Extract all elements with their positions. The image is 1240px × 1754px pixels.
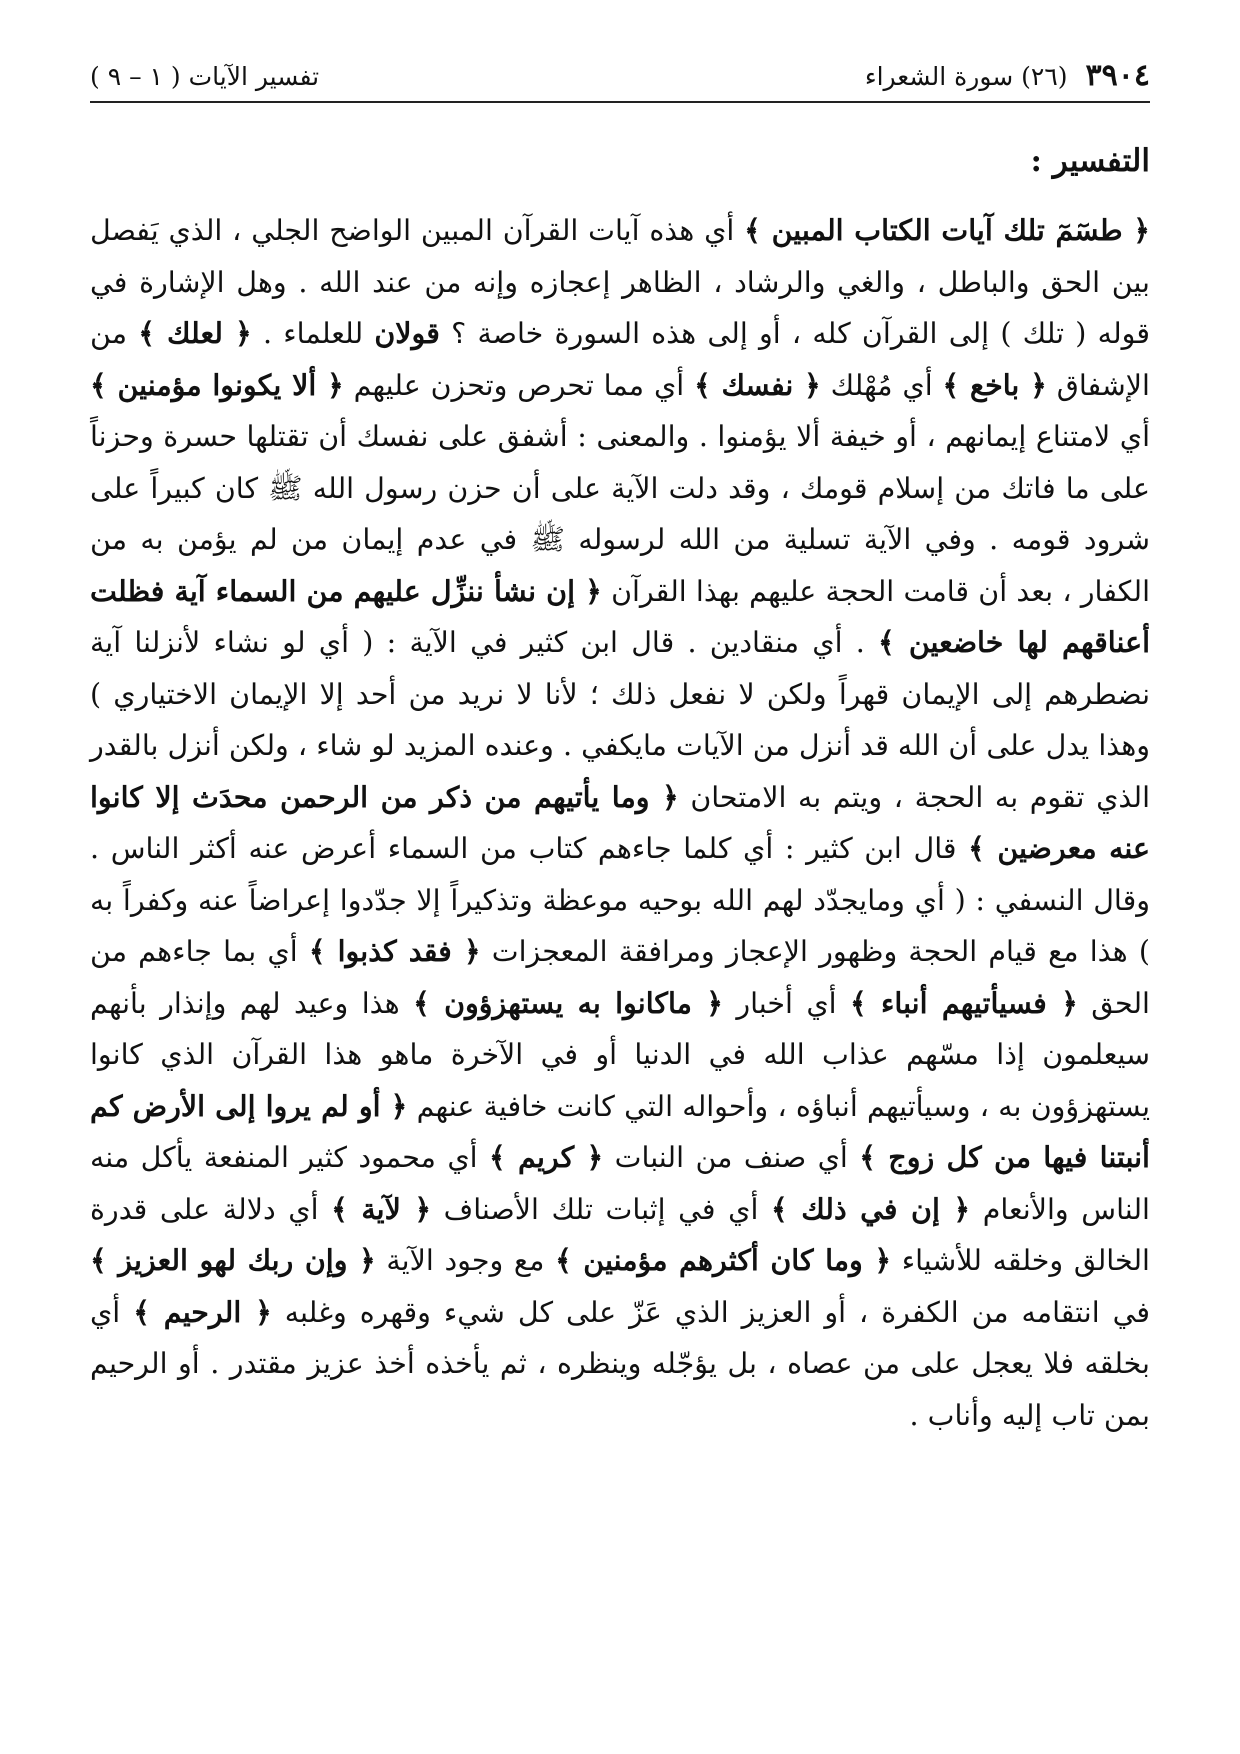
quranic-quote: ﴿ نفسك ﴾ xyxy=(694,367,821,402)
commentary-text: أي مما تحرص وتحزن عليهم xyxy=(343,368,695,402)
section-range: تفسير الآيات ( ١ – ٩ ) xyxy=(90,62,320,91)
surah-name: (٢٦) سورة الشعراء xyxy=(864,62,1068,91)
quranic-quote: ﴿ إن نشأ ننزِّل عليهم من السماء آية فظلت أعناقهم لها خاضعين ﴾ xyxy=(90,573,1150,659)
commentary-text: مع وجود الآية xyxy=(375,1244,556,1277)
paragraph xyxy=(90,205,1150,1441)
quranic-quote: ﴿ ماكانوا به يستهزؤون ﴾ xyxy=(413,985,723,1020)
commentary-text: أي هذه آيات القرآن المبين الواضح الجلي ، الذي يَفصل بين الحق والباطل ، والغي والرشاد ، الظاهر إعجازه وإنه من عند الله . وهل الإشارة في قوله ( تلك ) إلى القرآن كله ، أو إلى هذه السورة خاصة ؟ xyxy=(90,214,1150,350)
commentary-text: أي في إثبات تلك الأصناف xyxy=(431,1192,772,1226)
quranic-quote: ﴿ وما يأتيهم من ذكر من الرحمن محدَث إلا كانوا عنه معرضين ﴾ xyxy=(90,779,1150,865)
quranic-quote: ﴿ وما كان أكثرهم مؤمنين ﴾ xyxy=(555,1243,892,1277)
quranic-quote: ﴿ أو لم يروا إلى الأرض كم أنبتنا فيها من كل زوج ﴾ xyxy=(90,1088,1150,1174)
quranic-quote: ﴿ ألا يكونوا مؤمنين ﴾ xyxy=(90,367,344,402)
running-head xyxy=(90,58,1150,103)
quranic-quote: ﴿ إن في ذلك ﴾ xyxy=(771,1191,971,1226)
commentary-text: أي صنف من النبات xyxy=(603,1141,860,1174)
quranic-quote: ﴿ لآية ﴾ xyxy=(331,1191,432,1226)
commentary-text: . أي منقادين . قال ابن كثير في الآية : ( أي لو نشاء لأنزلنا آية نضطرهم إلى الإيمان قهراً ولكن لا نفعل ذلك ؛ لأنا لا نريد من أحد إلا الإيمان الاختياري ) وهذا يدل على أن الله قد أنزل من الآيات مايكفي . وعنده المزيد لو شاء ، ولكن أنزل بالقدر الذي تقوم به الحجة ، ويتم به الامتحان xyxy=(90,626,1150,814)
commentary-text: أي دلالة على قدرة الخالق وخلقه للأشياء xyxy=(90,1192,1150,1277)
commentary-text: أي بما جاءهم من الحق xyxy=(90,935,1150,1020)
commentary-text: أي محمود كثير المنفعة يأكل منه الناس والأنعام xyxy=(90,1141,1150,1226)
commentary-text: أي مُهْلك xyxy=(820,368,943,402)
commentary-text: أي أخبار xyxy=(722,986,850,1020)
commentary-text: قال ابن كثير : أي كلما جاءهم كتاب من السماء أعرض عنه أكثر الناس . وقال النسفي : ( أي ومايجدّد لهم الله بوحيه موعظة وتذكيراً إلا جدّدوا إعراضاً عنه وكفراً به ) هذا مع قيام الحجة وظهور الإعجاز ومرافقة المعجزات xyxy=(90,832,1150,968)
running-head-right xyxy=(865,58,1150,93)
quranic-quote: قولان xyxy=(374,316,440,350)
quranic-quote: ﴿ فقد كذبوا ﴾ xyxy=(308,934,481,968)
quranic-quote: ﴿ الرحيم ﴾ xyxy=(133,1294,272,1329)
commentary-text: أي لامتناع إيمانهم ، أو خيفة ألا يؤمنوا . والمعنى : أشفق على نفسك أن تقتلها حسرة وحزناً على ما فاتك من إسلام قومك ، وقد دلت الآية على أن حزن رسول الله ﷺ كان كبيراً على شرود قومه . وفي الآية تسلية من الله لرسوله ﷺ في عدم إيمان من لم يؤمن به من الكفار ، بعد أن قامت الحجة عليهم بهذا القرآن xyxy=(90,420,1150,608)
commentary-text: للعلماء . xyxy=(251,317,375,350)
quranic-quote: ﴿ طسٓمٓ تلك آيات الكتاب المبين ﴾ xyxy=(744,213,1151,247)
quranic-quote: ﴿ كريم ﴾ xyxy=(489,1140,604,1174)
quranic-quote: ﴿ وإن ربك لهو العزيز ﴾ xyxy=(90,1243,376,1277)
commentary-text: هذا وعيد لهم وإنذار بأنهم سيعلمون إذا مسّهم عذاب الله في الدنيا أو في الآخرة ماهو هذا القرآن الذي كانوا يستهزؤون به ، وسيأتيهم أنباؤه ، وأحواله التي كانت خافية عنهم xyxy=(90,986,1150,1123)
section-title: التفسير : xyxy=(1030,143,1150,179)
page-number: ٣٩٠٤ xyxy=(1085,58,1150,93)
quranic-quote: ﴿ فسيأتيهم أنباء ﴾ xyxy=(850,985,1078,1020)
quranic-quote: ﴿ لعلك ﴾ xyxy=(138,316,252,350)
tafsir-body xyxy=(90,205,1150,1441)
commentary-text: في انتقامه من الكفرة ، أو العزيز الذي عَزّ على كل شيء وقهره وغلبه xyxy=(271,1295,1150,1329)
commentary-text: أي بخلقه فلا يعجل على من عصاه ، بل يؤجّله وينظره ، ثم يأخذه أخذ عزيز مقتدر . أو الرحيم بمن تاب إليه وأناب . xyxy=(90,1295,1150,1432)
quranic-quote: ﴿ باخع ﴾ xyxy=(942,367,1047,402)
commentary-text: من الإشفاق xyxy=(90,317,1150,402)
